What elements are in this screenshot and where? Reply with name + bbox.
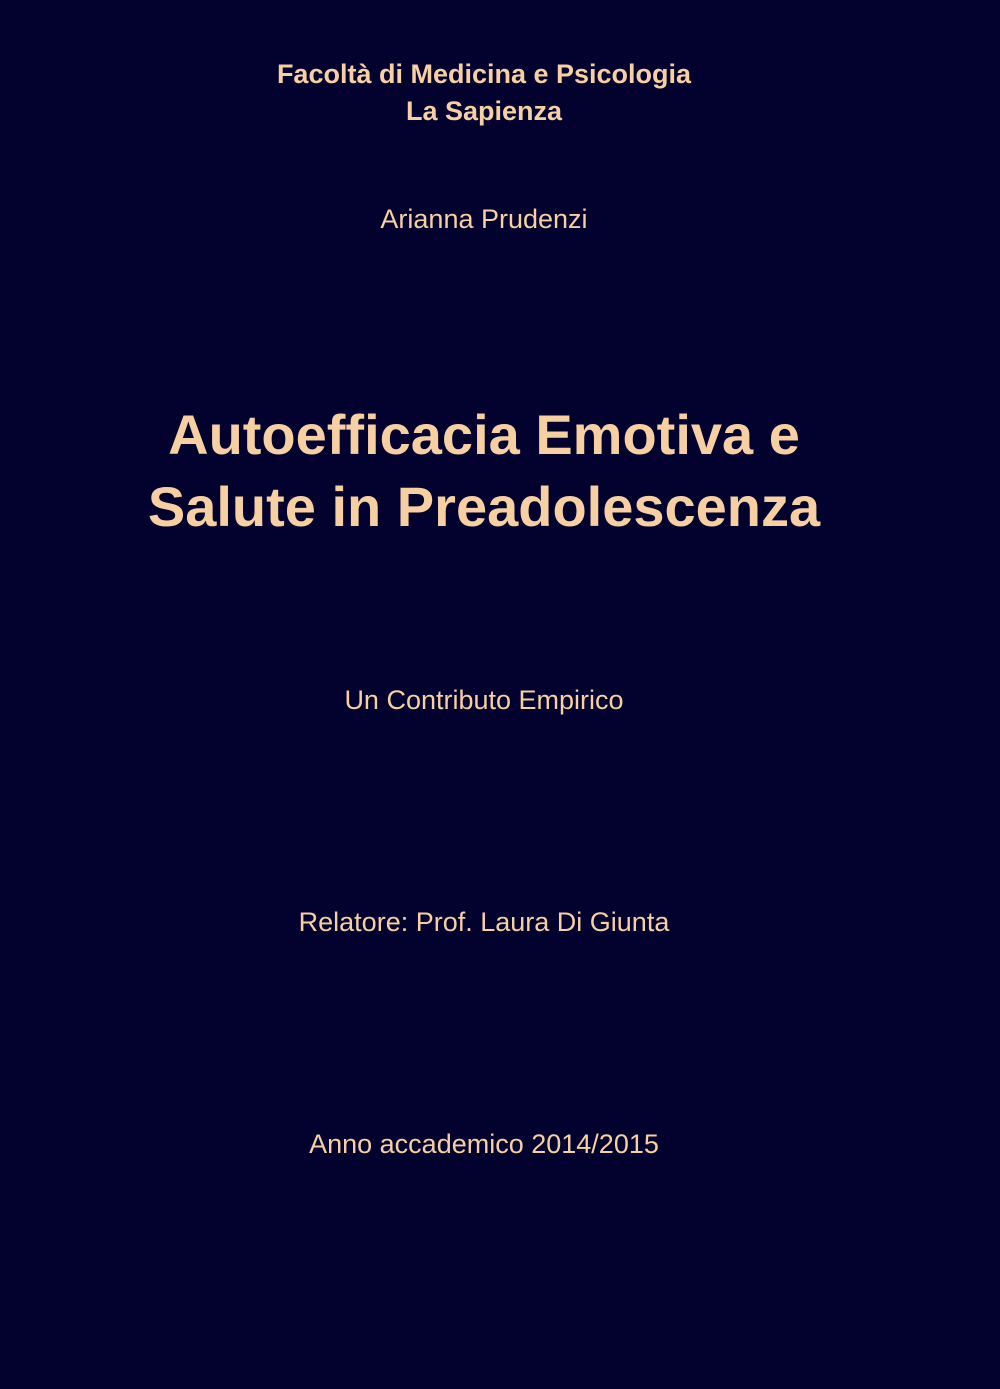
academic-year: Anno accademico 2014/2015 xyxy=(309,1129,659,1159)
faculty-name: Facoltà di Medicina e Psicologia xyxy=(276,59,692,89)
subtitle: Un Contributo Empirico xyxy=(344,685,624,715)
title-line-2: Salute in Preadolescenza xyxy=(147,475,821,538)
title-line-1: Autoefficacia Emotiva e xyxy=(168,403,800,466)
university-name: La Sapienza xyxy=(405,96,563,126)
author-name: Arianna Prudenzi xyxy=(380,204,588,234)
advisor: Relatore: Prof. Laura Di Giunta xyxy=(298,907,670,937)
